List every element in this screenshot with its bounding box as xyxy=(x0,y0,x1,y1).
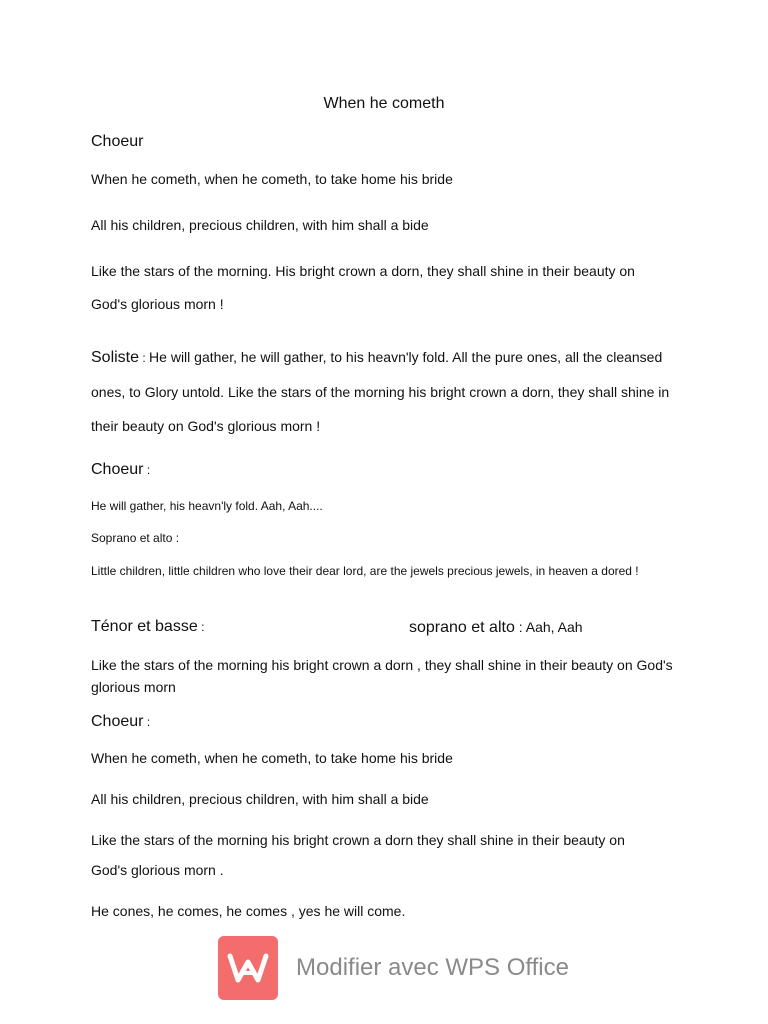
lyric-line: He cones, he comes, he comes , yes he will come. xyxy=(91,903,406,919)
tenor-heading xyxy=(91,617,204,637)
soprano-heading-label: soprano et alto xyxy=(409,619,515,636)
wps-edit-banner[interactable] xyxy=(218,936,569,1000)
choeur-heading-label: Choeur xyxy=(91,461,144,478)
wps-logo-icon[interactable] xyxy=(218,936,278,1000)
choeur-heading-label: Choeur xyxy=(91,713,144,730)
soliste-paragraph xyxy=(91,340,691,443)
lyric-line: Like the stars of the morning. His bright crown a dorn, they shall shine in their beauty on xyxy=(91,263,635,279)
lyric-line: All his children, precious children, with him shall a bide xyxy=(91,217,429,233)
lyric-line: When he cometh, when he cometh, to take home his bride xyxy=(91,750,453,766)
soliste-colon: : xyxy=(139,351,150,365)
soliste-heading: Soliste xyxy=(91,349,140,366)
choeur-heading-colon: : xyxy=(143,715,151,729)
lyric-line: God's glorious morn . xyxy=(91,862,224,878)
lyric-line: He will gather, his heavn'ly fold. Aah, Aah.... xyxy=(91,499,323,513)
choeur-heading: Choeur xyxy=(91,133,144,150)
document-title: When he cometh xyxy=(323,95,445,112)
soliste-text: He will gather, he will gather, to his heavn'ly fold. All the pure ones, all the cleansed ones, to Glory untold. Like the stars of the morning his bright crown a dorn, they shall shine in their beauty on God's glorious morn ! xyxy=(91,349,670,434)
tenor-heading-label: Ténor et basse xyxy=(91,618,198,635)
soprano-heading-rest: : Aah, Aah xyxy=(514,619,583,635)
soprano-heading xyxy=(409,617,583,638)
lyric-line: Like the stars of the morning his bright crown a dorn they shall shine in their beauty on xyxy=(91,832,625,848)
lyric-line: Little children, little children who love their dear lord, are the jewels precious jewels, in heaven a dored ! xyxy=(91,564,639,578)
lyric-line: When he cometh, when he cometh, to take home his bride xyxy=(91,171,453,187)
wps-edit-label[interactable]: Modifier avec WPS Office xyxy=(296,954,569,981)
lyric-line: God's glorious morn ! xyxy=(91,296,224,312)
lyric-paragraph: Like the stars of the morning his bright crown a dorn , they shall shine in their beauty on God's glorious morn xyxy=(91,657,673,695)
choeur-heading-colon: : xyxy=(143,463,151,477)
choeur-heading xyxy=(91,712,150,732)
wps-w-glyph xyxy=(226,951,270,985)
lyric-line: Soprano et alto : xyxy=(91,531,180,545)
lyric-line: All his children, precious children, with him shall a bide xyxy=(91,791,429,807)
choeur-heading xyxy=(91,460,150,480)
tenor-heading-colon: : xyxy=(197,620,205,634)
